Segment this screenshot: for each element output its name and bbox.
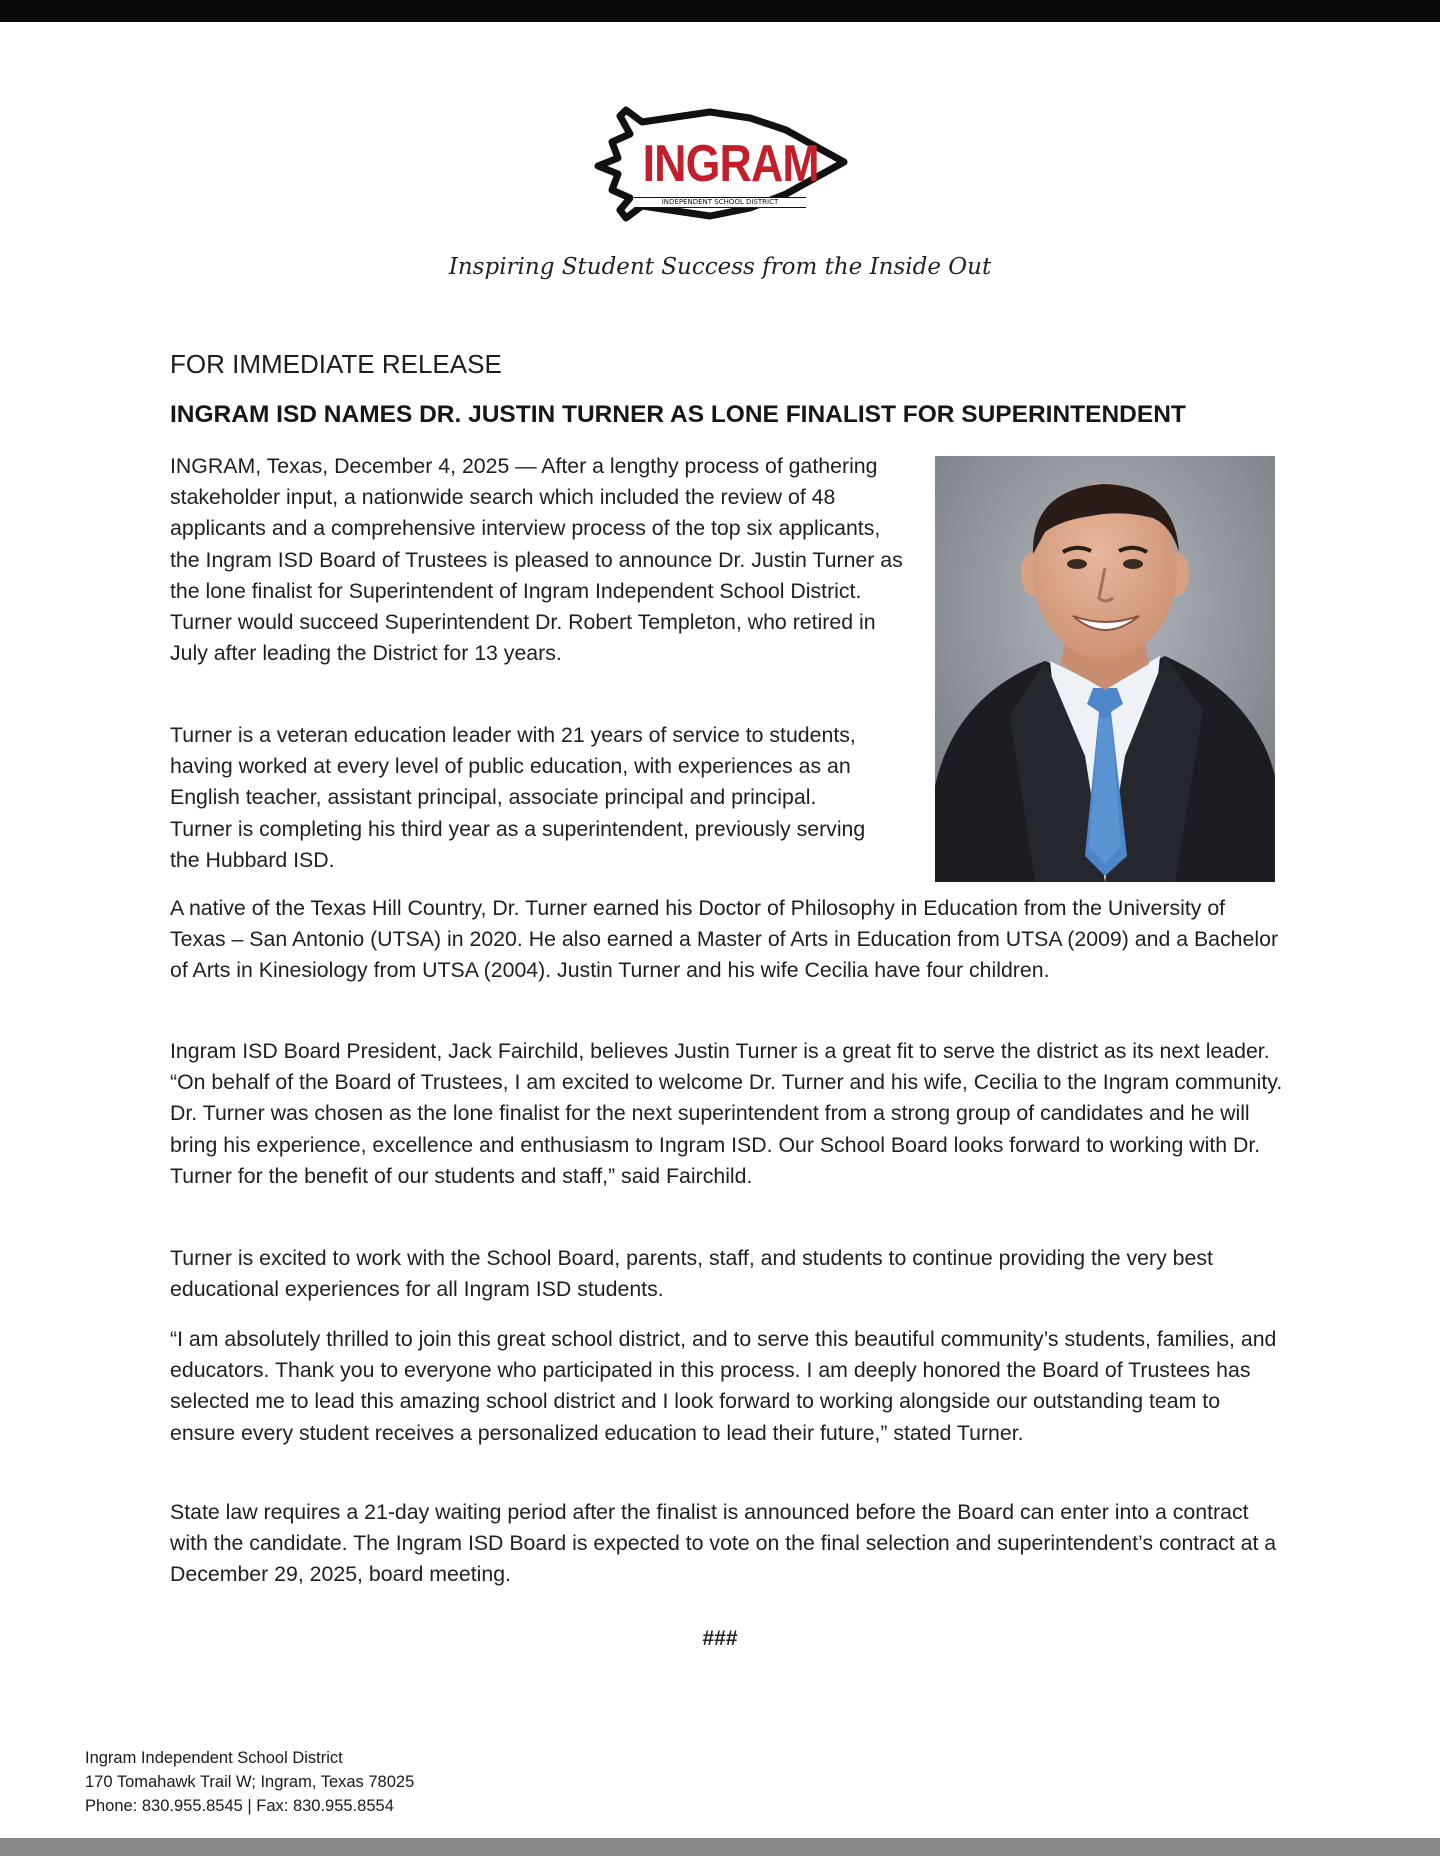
footer-org: Ingram Independent School District	[85, 1749, 343, 1767]
footer-phone-fax: Phone: 830.955.8545 | Fax: 830.955.8554	[85, 1797, 394, 1815]
body-paragraph: Ingram ISD Board President, Jack Fairchild, believes Justin Turner is a great fit to serve the district as its next leader. “On behalf of the Board of Trustees, I am excited to welcome Dr. Turner and his wife, Cecilia to the Ingram community. Dr. Turner was chosen as the lone finalist for the next superintendent from a strong group of candidates and he will bring his experience, excellence and enthusiasm to Ingram ISD. Our School Board looks forward to working with Dr. Turner for the benefit of our students and staff,” said Fairchild.	[170, 1039, 1283, 1188]
bottom-frame-bar	[0, 1838, 1440, 1856]
body-paragraph: Turner is a veteran education leader with 21 years of service to students, having worked at every level of public education, with experiences as an English teacher, assistant principal, associate principal and principal. Turner is completing his third year as a superintendent, previously serving the Hubbard ISD.	[170, 723, 866, 872]
end-of-release-mark: ###	[702, 1627, 738, 1650]
body-paragraph: State law requires a 21-day waiting period after the finalist is announced before the Board can enter into a contract with the candidate. The Ingram ISD Board is expected to vote on the final selection and superintendent’s contract at a December 29, 2025, board meeting.	[170, 1500, 1277, 1587]
logo-tagline: Inspiring Student Success from the Inside Out	[448, 254, 992, 280]
logo-subtitle: INDEPENDENT SCHOOL DISTRICT	[634, 197, 806, 208]
footer-contact	[85, 1746, 685, 1818]
logo-wordmark: INGRAM	[642, 135, 819, 193]
portrait-photo	[935, 456, 1275, 882]
release-label: FOR IMMEDIATE RELEASE	[170, 349, 502, 379]
body-paragraph: “I am absolutely thrilled to join this great school district, and to serve this beautiful community’s students, families, and educators. Thank you to everyone who participated in this process. I am deeply honored the Board of Trustees has selected me to lead this amazing school district and I look forward to working alongside our outstanding team to ensure every student receives a personalized education to lead their future,” stated Turner.	[170, 1327, 1277, 1445]
body-paragraph: A native of the Texas Hill Country, Dr. Turner earned his Doctor of Philosophy in Education from the University of Texas – San Antonio (UTSA) in 2020. He also earned a Master of Arts in Education from UTSA (2009) and a Bachelor of Arts in Kinesiology from UTSA (2004). Justin Turner and his wife Cecilia have four children.	[170, 896, 1279, 983]
press-headline: INGRAM ISD NAMES DR. JUSTIN TURNER AS LONE FINALIST FOR SUPERINTENDENT	[170, 401, 1186, 428]
footer-address: 170 Tomahawk Trail W; Ingram, Texas 78025	[85, 1773, 415, 1791]
body-paragraph: INGRAM, Texas, December 4, 2025 — After a lengthy process of gathering stakeholder input, a nationwide search which included the review of 48 applicants and a comprehensive interview process of the top six applicants, the Ingram ISD Board of Trustees is pleased to announce Dr. Justin Turner as the lone finalist for Superintendent of Ingram Independent School District. Turner would succeed Superintendent Dr. Robert Templeton, who retired in July after leading the District for 13 years.	[170, 454, 903, 666]
top-frame-bar	[0, 0, 1440, 22]
superintendent-photo	[935, 456, 1275, 882]
district-logo	[590, 104, 850, 224]
body-paragraph: Turner is excited to work with the School Board, parents, staff, and students to continue providing the very best educational experiences for all Ingram ISD students.	[170, 1246, 1213, 1302]
